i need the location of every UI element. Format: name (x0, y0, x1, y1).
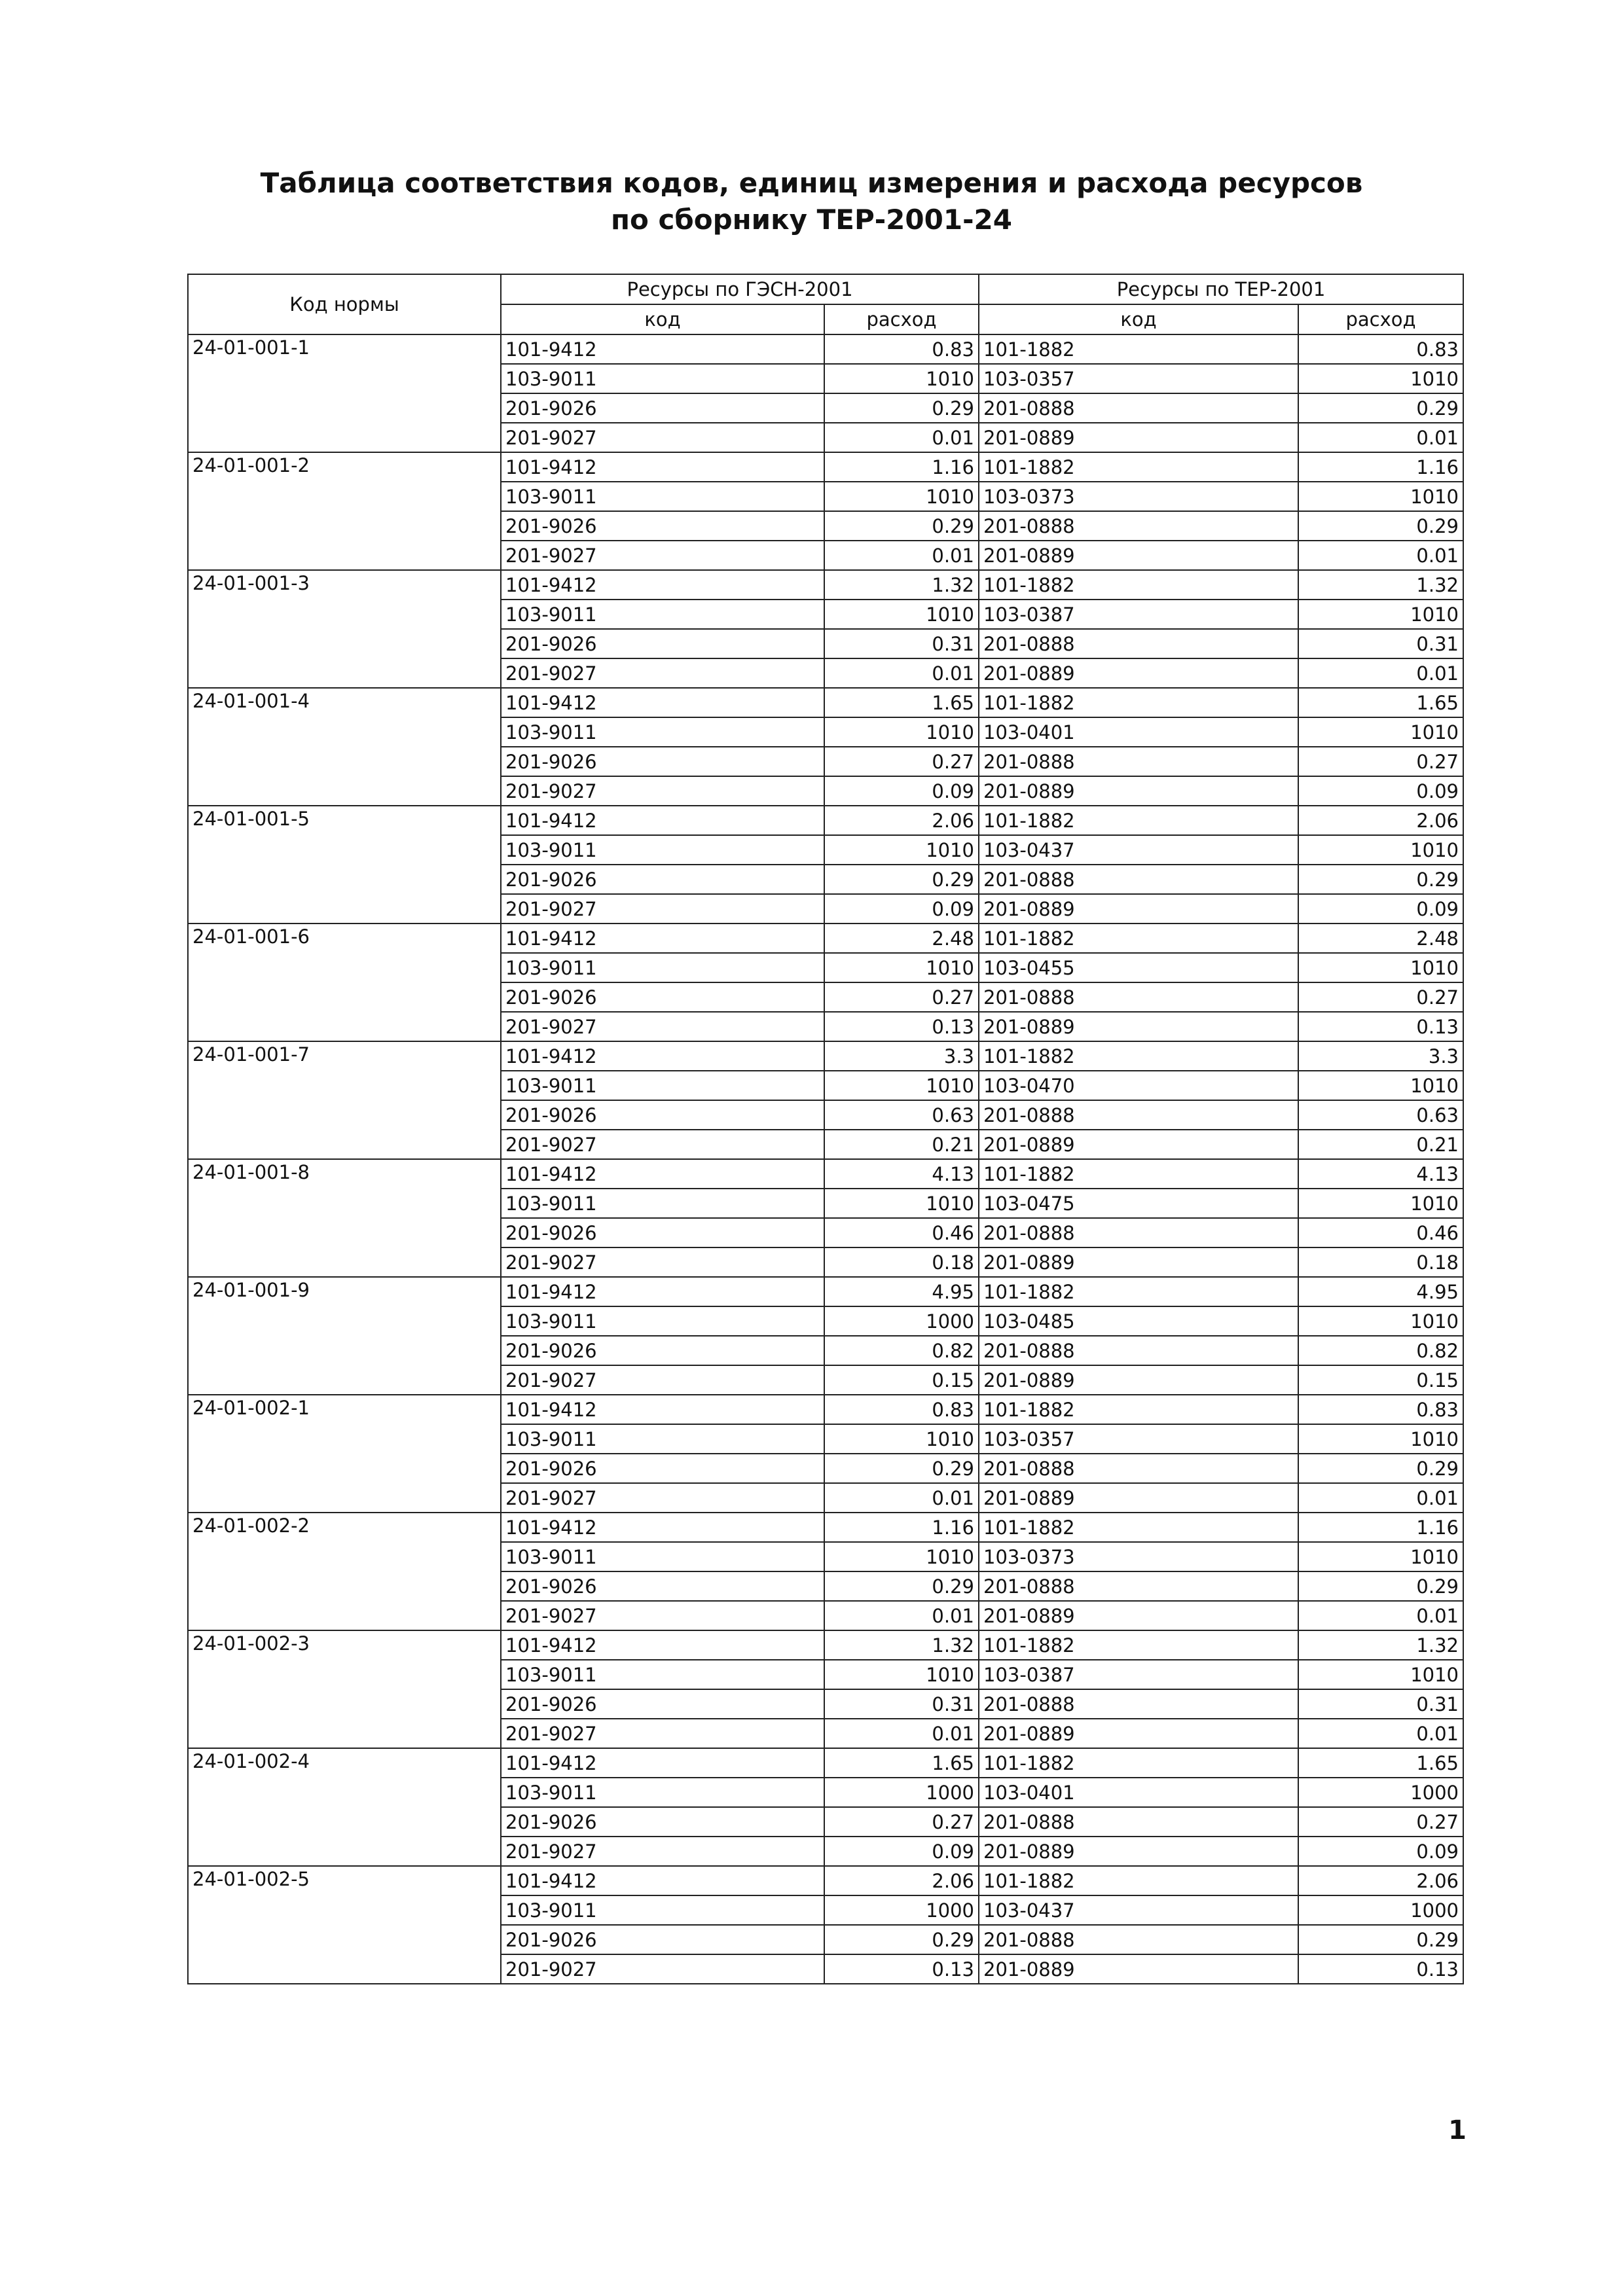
ter-amount-cell: 0.01 (1298, 658, 1463, 688)
gesn-code-cell: 201-9027 (501, 658, 824, 688)
gesn-amount-cell: 0.09 (824, 1837, 979, 1866)
gesn-code-cell: 101-9412 (501, 1513, 824, 1542)
gesn-amount-cell: 1000 (824, 1306, 979, 1336)
ter-amount-cell: 1000 (1298, 1778, 1463, 1807)
gesn-code-cell: 201-9027 (501, 1012, 824, 1041)
ter-amount-cell: 0.63 (1298, 1100, 1463, 1130)
gesn-code-cell: 201-9026 (501, 1807, 824, 1837)
ter-code-cell: 101-1882 (979, 1748, 1298, 1778)
ter-amount-cell: 0.29 (1298, 1925, 1463, 1954)
gesn-code-cell: 103-9011 (501, 835, 824, 865)
norm-code-cell: 24-01-002-4 (188, 1748, 501, 1866)
ter-amount-cell: 1.65 (1298, 688, 1463, 717)
ter-amount-cell: 0.29 (1298, 1571, 1463, 1601)
gesn-amount-cell: 0.18 (824, 1247, 979, 1277)
ter-code-cell: 201-0889 (979, 1247, 1298, 1277)
ter-code-cell: 201-0888 (979, 629, 1298, 658)
norm-code-cell: 24-01-002-1 (188, 1395, 501, 1513)
ter-amount-cell: 1010 (1298, 482, 1463, 511)
ter-amount-cell: 0.29 (1298, 393, 1463, 423)
header-ter-amount: расход (1298, 304, 1463, 334)
ter-amount-cell: 1010 (1298, 364, 1463, 393)
ter-code-cell: 201-0888 (979, 1571, 1298, 1601)
ter-code-cell: 101-1882 (979, 1513, 1298, 1542)
ter-code-cell: 103-0470 (979, 1071, 1298, 1100)
gesn-amount-cell: 0.83 (824, 334, 979, 364)
ter-amount-cell: 0.27 (1298, 747, 1463, 776)
gesn-amount-cell: 1.16 (824, 1513, 979, 1542)
ter-amount-cell: 1010 (1298, 953, 1463, 982)
gesn-code-cell: 103-9011 (501, 364, 824, 393)
gesn-code-cell: 101-9412 (501, 1866, 824, 1895)
ter-amount-cell: 0.46 (1298, 1218, 1463, 1247)
header-ter-code: код (979, 304, 1298, 334)
ter-code-cell: 201-0888 (979, 1689, 1298, 1719)
gesn-code-cell: 103-9011 (501, 953, 824, 982)
gesn-amount-cell: 1010 (824, 1189, 979, 1218)
gesn-amount-cell: 1010 (824, 600, 979, 629)
gesn-amount-cell: 1.65 (824, 688, 979, 717)
gesn-code-cell: 101-9412 (501, 806, 824, 835)
gesn-code-cell: 103-9011 (501, 1071, 824, 1100)
ter-code-cell: 201-0889 (979, 1954, 1298, 1984)
gesn-amount-cell: 2.48 (824, 924, 979, 953)
gesn-amount-cell: 0.29 (824, 393, 979, 423)
table-body (188, 334, 1463, 1984)
gesn-amount-cell: 1.16 (824, 452, 979, 482)
ter-amount-cell: 0.01 (1298, 423, 1463, 452)
gesn-code-cell: 103-9011 (501, 717, 824, 747)
ter-code-cell: 201-0889 (979, 894, 1298, 924)
ter-amount-cell: 1010 (1298, 1071, 1463, 1100)
table-row (188, 1748, 1463, 1778)
ter-amount-cell: 0.27 (1298, 982, 1463, 1012)
ter-amount-cell: 0.18 (1298, 1247, 1463, 1277)
ter-code-cell: 103-0373 (979, 482, 1298, 511)
ter-amount-cell: 0.09 (1298, 1837, 1463, 1866)
gesn-code-cell: 201-9026 (501, 1925, 824, 1954)
gesn-amount-cell: 0.29 (824, 1571, 979, 1601)
ter-code-cell: 201-0888 (979, 1925, 1298, 1954)
ter-code-cell: 103-0387 (979, 1660, 1298, 1689)
ter-code-cell: 103-0437 (979, 1895, 1298, 1925)
norm-code-cell: 24-01-001-8 (188, 1159, 501, 1277)
ter-amount-cell: 1010 (1298, 835, 1463, 865)
ter-amount-cell: 0.09 (1298, 894, 1463, 924)
norm-code-cell: 24-01-001-2 (188, 452, 501, 570)
ter-code-cell: 201-0888 (979, 747, 1298, 776)
table-row (188, 1277, 1463, 1306)
ter-amount-cell: 3.3 (1298, 1041, 1463, 1071)
ter-code-cell: 101-1882 (979, 1866, 1298, 1895)
ter-amount-cell: 0.29 (1298, 511, 1463, 541)
ter-code-cell: 103-0373 (979, 1542, 1298, 1571)
ter-amount-cell: 1000 (1298, 1895, 1463, 1925)
ter-code-cell: 103-0387 (979, 600, 1298, 629)
gesn-code-cell: 201-9026 (501, 629, 824, 658)
table-row (188, 1630, 1463, 1660)
gesn-code-cell: 103-9011 (501, 1778, 824, 1807)
gesn-code-cell: 101-9412 (501, 334, 824, 364)
norm-code-cell: 24-01-001-9 (188, 1277, 501, 1395)
gesn-amount-cell: 0.29 (824, 1925, 979, 1954)
ter-code-cell: 103-0485 (979, 1306, 1298, 1336)
gesn-code-cell: 201-9027 (501, 1837, 824, 1866)
header-gesn-resources: Ресурсы по ГЭСН-2001 (501, 274, 979, 304)
ter-amount-cell: 2.06 (1298, 1866, 1463, 1895)
gesn-amount-cell: 0.83 (824, 1395, 979, 1424)
ter-code-cell: 101-1882 (979, 570, 1298, 600)
gesn-code-cell: 201-9026 (501, 1218, 824, 1247)
gesn-amount-cell: 3.3 (824, 1041, 979, 1071)
ter-code-cell: 201-0889 (979, 1012, 1298, 1041)
ter-amount-cell: 1010 (1298, 600, 1463, 629)
gesn-code-cell: 201-9026 (501, 865, 824, 894)
gesn-code-cell: 201-9026 (501, 1336, 824, 1365)
norm-code-cell: 24-01-001-7 (188, 1041, 501, 1159)
ter-amount-cell: 0.82 (1298, 1336, 1463, 1365)
gesn-amount-cell: 1010 (824, 1424, 979, 1454)
ter-amount-cell: 1010 (1298, 1542, 1463, 1571)
document-title (0, 165, 1623, 238)
ter-amount-cell: 0.29 (1298, 1454, 1463, 1483)
gesn-code-cell: 201-9026 (501, 982, 824, 1012)
gesn-code-cell: 101-9412 (501, 1159, 824, 1189)
gesn-amount-cell: 1010 (824, 1660, 979, 1689)
gesn-code-cell: 101-9412 (501, 452, 824, 482)
table-row (188, 1395, 1463, 1424)
gesn-amount-cell: 0.01 (824, 1601, 979, 1630)
gesn-amount-cell: 1.32 (824, 570, 979, 600)
ter-code-cell: 101-1882 (979, 1159, 1298, 1189)
ter-code-cell: 201-0888 (979, 982, 1298, 1012)
gesn-code-cell: 201-9026 (501, 1100, 824, 1130)
ter-amount-cell: 1010 (1298, 1306, 1463, 1336)
gesn-amount-cell: 1.65 (824, 1748, 979, 1778)
gesn-amount-cell: 0.01 (824, 423, 979, 452)
gesn-amount-cell: 2.06 (824, 1866, 979, 1895)
gesn-amount-cell: 1010 (824, 953, 979, 982)
title-line-2: по сборнику ТЕР-2001-24 (611, 204, 1012, 236)
ter-code-cell: 101-1882 (979, 1630, 1298, 1660)
ter-code-cell: 101-1882 (979, 1395, 1298, 1424)
ter-amount-cell: 1010 (1298, 1660, 1463, 1689)
gesn-code-cell: 103-9011 (501, 1542, 824, 1571)
gesn-amount-cell: 2.06 (824, 806, 979, 835)
ter-code-cell: 201-0888 (979, 393, 1298, 423)
gesn-code-cell: 101-9412 (501, 1395, 824, 1424)
gesn-code-cell: 103-9011 (501, 482, 824, 511)
gesn-code-cell: 201-9026 (501, 1571, 824, 1601)
table-header (188, 274, 1463, 334)
gesn-code-cell: 101-9412 (501, 1748, 824, 1778)
gesn-code-cell: 103-9011 (501, 1660, 824, 1689)
gesn-code-cell: 201-9027 (501, 776, 824, 806)
ter-code-cell: 201-0888 (979, 1807, 1298, 1837)
norm-code-cell: 24-01-002-5 (188, 1866, 501, 1984)
gesn-amount-cell: 0.01 (824, 1719, 979, 1748)
ter-amount-cell: 0.01 (1298, 1601, 1463, 1630)
ter-amount-cell: 0.09 (1298, 776, 1463, 806)
ter-amount-cell: 4.95 (1298, 1277, 1463, 1306)
gesn-code-cell: 201-9027 (501, 1247, 824, 1277)
ter-code-cell: 101-1882 (979, 806, 1298, 835)
ter-code-cell: 201-0888 (979, 511, 1298, 541)
ter-code-cell: 201-0889 (979, 1719, 1298, 1748)
gesn-code-cell: 201-9027 (501, 1483, 824, 1513)
ter-amount-cell: 1.16 (1298, 452, 1463, 482)
ter-code-cell: 201-0889 (979, 1365, 1298, 1395)
gesn-code-cell: 101-9412 (501, 924, 824, 953)
ter-amount-cell: 0.29 (1298, 865, 1463, 894)
resource-correspondence-table (187, 274, 1464, 1984)
gesn-amount-cell: 0.27 (824, 747, 979, 776)
ter-amount-cell: 0.13 (1298, 1012, 1463, 1041)
ter-amount-cell: 0.01 (1298, 1719, 1463, 1748)
gesn-amount-cell: 0.31 (824, 1689, 979, 1719)
gesn-amount-cell: 1010 (824, 1542, 979, 1571)
gesn-amount-cell: 0.09 (824, 776, 979, 806)
gesn-code-cell: 201-9026 (501, 747, 824, 776)
norm-code-cell: 24-01-001-3 (188, 570, 501, 688)
header-ter-resources: Ресурсы по ТЕР-2001 (979, 274, 1463, 304)
gesn-amount-cell: 0.63 (824, 1100, 979, 1130)
ter-code-cell: 201-0889 (979, 776, 1298, 806)
gesn-code-cell: 201-9026 (501, 511, 824, 541)
norm-code-cell: 24-01-002-3 (188, 1630, 501, 1748)
table-row (188, 688, 1463, 717)
ter-amount-cell: 0.13 (1298, 1954, 1463, 1984)
norm-code-cell: 24-01-001-5 (188, 806, 501, 924)
gesn-amount-cell: 0.13 (824, 1954, 979, 1984)
ter-code-cell: 201-0888 (979, 1100, 1298, 1130)
gesn-code-cell: 201-9027 (501, 1130, 824, 1159)
table-row (188, 452, 1463, 482)
table-row (188, 334, 1463, 364)
ter-code-cell: 201-0889 (979, 1130, 1298, 1159)
norm-code-cell: 24-01-002-2 (188, 1513, 501, 1630)
gesn-code-cell: 103-9011 (501, 1306, 824, 1336)
gesn-amount-cell: 0.31 (824, 629, 979, 658)
gesn-amount-cell: 0.01 (824, 1483, 979, 1513)
table-row (188, 1159, 1463, 1189)
gesn-code-cell: 103-9011 (501, 1895, 824, 1925)
norm-code-cell: 24-01-001-1 (188, 334, 501, 452)
gesn-amount-cell: 1.32 (824, 1630, 979, 1660)
table-row (188, 924, 1463, 953)
gesn-code-cell: 101-9412 (501, 1041, 824, 1071)
gesn-code-cell: 101-9412 (501, 688, 824, 717)
gesn-amount-cell: 0.82 (824, 1336, 979, 1365)
gesn-amount-cell: 0.09 (824, 894, 979, 924)
ter-code-cell: 103-0437 (979, 835, 1298, 865)
gesn-code-cell: 201-9027 (501, 1719, 824, 1748)
gesn-code-cell: 103-9011 (501, 1189, 824, 1218)
ter-code-cell: 101-1882 (979, 1041, 1298, 1071)
ter-amount-cell: 0.31 (1298, 629, 1463, 658)
gesn-code-cell: 101-9412 (501, 1277, 824, 1306)
ter-amount-cell: 0.83 (1298, 334, 1463, 364)
ter-amount-cell: 1.32 (1298, 570, 1463, 600)
ter-amount-cell: 0.83 (1298, 1395, 1463, 1424)
gesn-code-cell: 201-9027 (501, 1365, 824, 1395)
ter-amount-cell: 1.16 (1298, 1513, 1463, 1542)
gesn-code-cell: 201-9027 (501, 1601, 824, 1630)
table-row (188, 806, 1463, 835)
gesn-code-cell: 101-9412 (501, 1630, 824, 1660)
ter-amount-cell: 2.06 (1298, 806, 1463, 835)
ter-amount-cell: 1.65 (1298, 1748, 1463, 1778)
ter-code-cell: 103-0455 (979, 953, 1298, 982)
gesn-amount-cell: 4.13 (824, 1159, 979, 1189)
ter-amount-cell: 0.21 (1298, 1130, 1463, 1159)
gesn-code-cell: 103-9011 (501, 600, 824, 629)
table-row (188, 570, 1463, 600)
ter-amount-cell: 0.01 (1298, 541, 1463, 570)
table-row (188, 1513, 1463, 1542)
header-gesn-code: код (501, 304, 824, 334)
ter-code-cell: 201-0888 (979, 1218, 1298, 1247)
gesn-amount-cell: 0.46 (824, 1218, 979, 1247)
norm-code-cell: 24-01-001-4 (188, 688, 501, 806)
gesn-code-cell: 103-9011 (501, 1424, 824, 1454)
gesn-amount-cell: 1000 (824, 1895, 979, 1925)
ter-code-cell: 201-0889 (979, 1837, 1298, 1866)
gesn-code-cell: 201-9027 (501, 423, 824, 452)
ter-code-cell: 101-1882 (979, 924, 1298, 953)
gesn-amount-cell: 0.29 (824, 511, 979, 541)
ter-code-cell: 201-0888 (979, 1336, 1298, 1365)
ter-code-cell: 103-0357 (979, 364, 1298, 393)
gesn-amount-cell: 1000 (824, 1778, 979, 1807)
gesn-code-cell: 201-9026 (501, 1454, 824, 1483)
ter-code-cell: 103-0401 (979, 717, 1298, 747)
gesn-amount-cell: 0.27 (824, 1807, 979, 1837)
gesn-code-cell: 101-9412 (501, 570, 824, 600)
gesn-code-cell: 201-9027 (501, 1954, 824, 1984)
ter-code-cell: 201-0889 (979, 1483, 1298, 1513)
page-number: 1 (1448, 2115, 1467, 2145)
ter-code-cell: 103-0401 (979, 1778, 1298, 1807)
ter-code-cell: 201-0889 (979, 423, 1298, 452)
gesn-amount-cell: 0.29 (824, 1454, 979, 1483)
ter-amount-cell: 1.32 (1298, 1630, 1463, 1660)
ter-amount-cell: 0.15 (1298, 1365, 1463, 1395)
gesn-amount-cell: 0.21 (824, 1130, 979, 1159)
header-row-1 (188, 274, 1463, 304)
ter-code-cell: 101-1882 (979, 452, 1298, 482)
ter-amount-cell: 1010 (1298, 1424, 1463, 1454)
table-row (188, 1041, 1463, 1071)
gesn-amount-cell: 1010 (824, 364, 979, 393)
ter-amount-cell: 2.48 (1298, 924, 1463, 953)
ter-code-cell: 201-0888 (979, 1454, 1298, 1483)
ter-amount-cell: 4.13 (1298, 1159, 1463, 1189)
gesn-amount-cell: 0.15 (824, 1365, 979, 1395)
ter-code-cell: 101-1882 (979, 1277, 1298, 1306)
gesn-amount-cell: 0.29 (824, 865, 979, 894)
ter-code-cell: 201-0889 (979, 658, 1298, 688)
gesn-amount-cell: 1010 (824, 482, 979, 511)
gesn-code-cell: 201-9026 (501, 393, 824, 423)
ter-code-cell: 201-0888 (979, 865, 1298, 894)
header-gesn-amount: расход (824, 304, 979, 334)
ter-code-cell: 201-0889 (979, 1601, 1298, 1630)
table-row (188, 1866, 1463, 1895)
gesn-code-cell: 201-9026 (501, 1689, 824, 1719)
gesn-amount-cell: 4.95 (824, 1277, 979, 1306)
ter-code-cell: 101-1882 (979, 688, 1298, 717)
gesn-code-cell: 201-9027 (501, 541, 824, 570)
ter-code-cell: 201-0889 (979, 541, 1298, 570)
gesn-code-cell: 201-9027 (501, 894, 824, 924)
gesn-amount-cell: 0.01 (824, 541, 979, 570)
norm-code-cell: 24-01-001-6 (188, 924, 501, 1041)
ter-code-cell: 103-0475 (979, 1189, 1298, 1218)
ter-code-cell: 101-1882 (979, 334, 1298, 364)
ter-amount-cell: 1010 (1298, 717, 1463, 747)
ter-amount-cell: 1010 (1298, 1189, 1463, 1218)
gesn-amount-cell: 1010 (824, 717, 979, 747)
gesn-amount-cell: 0.13 (824, 1012, 979, 1041)
gesn-amount-cell: 0.01 (824, 658, 979, 688)
ter-code-cell: 103-0357 (979, 1424, 1298, 1454)
gesn-amount-cell: 0.27 (824, 982, 979, 1012)
title-line-1: Таблица соответствия кодов, единиц измерения и расхода ресурсов (260, 167, 1363, 199)
ter-amount-cell: 0.31 (1298, 1689, 1463, 1719)
gesn-amount-cell: 1010 (824, 1071, 979, 1100)
ter-amount-cell: 0.01 (1298, 1483, 1463, 1513)
ter-amount-cell: 0.27 (1298, 1807, 1463, 1837)
gesn-amount-cell: 1010 (824, 835, 979, 865)
header-norm-code: Код нормы (188, 274, 501, 334)
